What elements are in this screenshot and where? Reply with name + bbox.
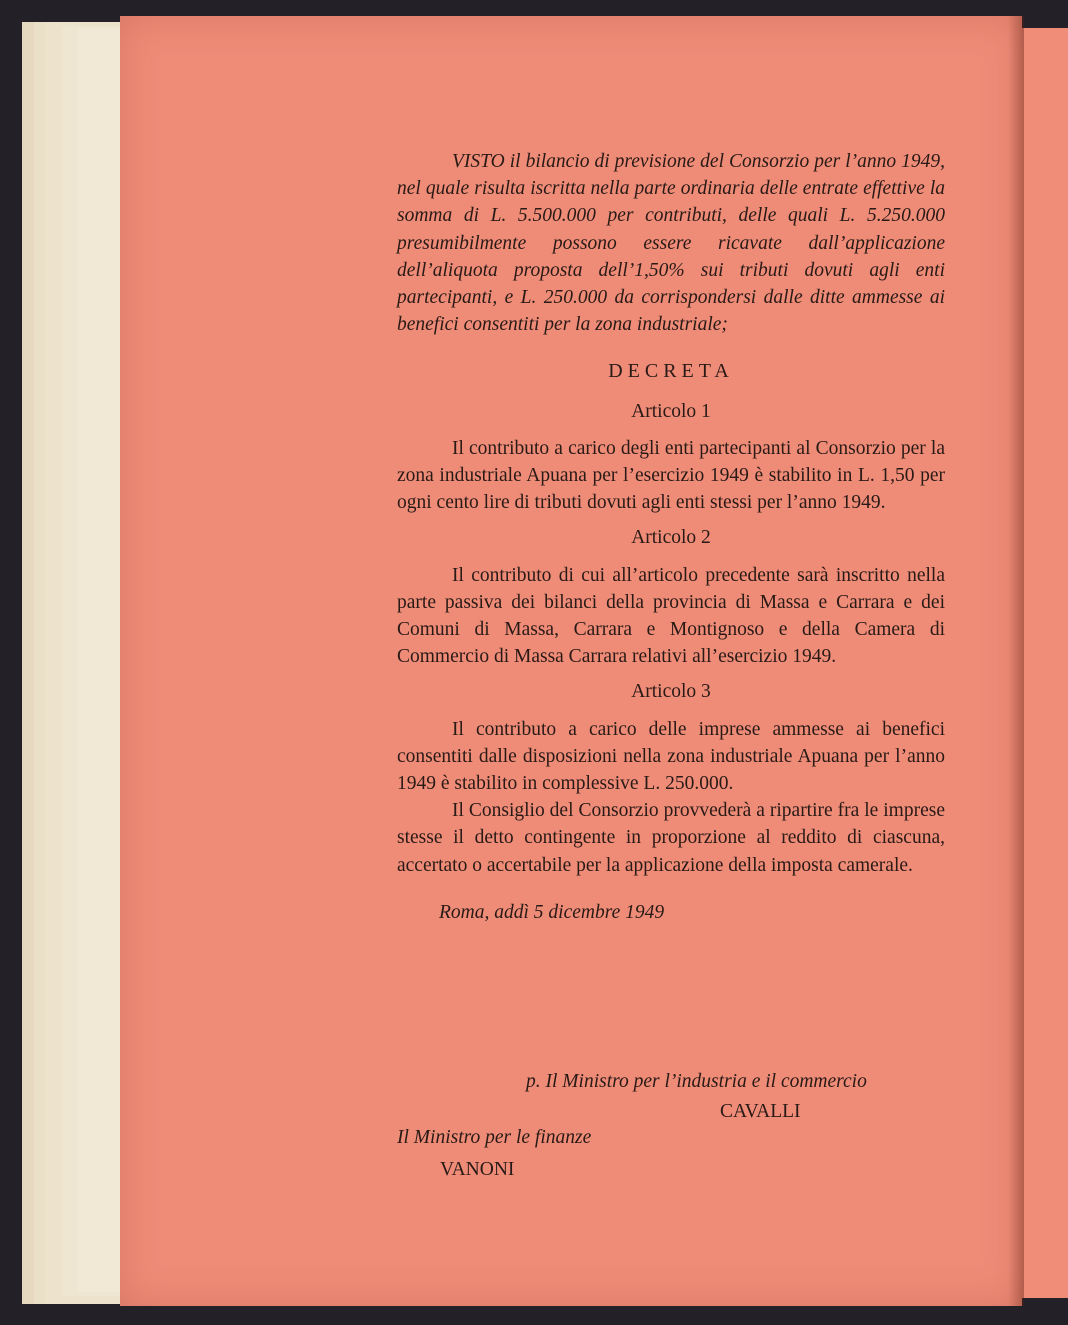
minister-finance-name: VANONI [440, 1159, 515, 1180]
minister-industry-name: CAVALLI [720, 1101, 801, 1122]
decreta-heading: DECRETA [608, 360, 734, 383]
article-1-paragraph: Il contributo a carico degli enti partecipanti al Consorzio per la zona industriale Apuana per l’esercizio 1949 è stabilito in L. 1,50 per ogni cento lire di tributi dovuti agli enti stessi per l’anno 1949. [397, 437, 945, 514]
article-3-title: Articolo 3 [631, 681, 711, 703]
place-date: Roma, addì 5 dicembre 1949 [439, 901, 665, 923]
article-2-title: Articolo 2 [631, 527, 711, 549]
preamble-paragraph: VISTO il bilancio di previsione del Consorzio per l’anno 1949, nel quale risulta iscritta nella parte ordinaria delle entrate effettive la somma di L. 5.500.000 per contributi, delle quali L. 5.250.000 presumibilmente possono essere ricavate dall’applicazione dell’aliquota proposta dell’1,50% sui tributi dovuti agli enti partecipanti, e L. 250.000 da corrispondersi dalle ditte ammesse ai benefici consentiti per la zona industriale; [397, 151, 945, 336]
article-3-paragraph-1: Il contributo a carico delle imprese ammesse ai benefici consentiti dalle disposizioni nella zona industriale Apuana per l’anno 1949 è stabilito in complessive L. 250.000. [397, 718, 945, 795]
minister-industry-title: p. Il Ministro per l’industria e il commercio [526, 1071, 867, 1092]
minister-finance-title: Il Ministro per le finanze [397, 1127, 592, 1148]
article-3-paragraph-2: Il Consiglio del Consorzio provvederà a ripartire fra le imprese stesse il detto contingente in proporzione al reddito di ciascuna, accertato o accertabile per la applicazione della imposta camerale. [397, 800, 945, 876]
facing-page-edge [1022, 28, 1068, 1298]
article-2-paragraph: Il contributo di cui all’articolo precedente sarà inscritto nella parte passiva dei bilanci della provincia di Massa e Carrara e dei Comuni di Massa, Carrara e Montignoso e della Camera di Commercio di Massa Carrara relativi all’esercizio 1949. [397, 564, 945, 668]
decree-text [397, 148, 945, 946]
article-1-title: Articolo 1 [631, 400, 711, 422]
